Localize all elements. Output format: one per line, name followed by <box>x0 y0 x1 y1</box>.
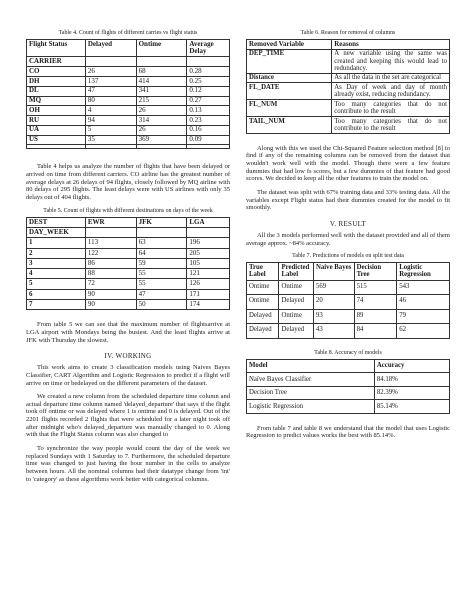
table-cell: Too many categories that do not contribute to the result <box>332 100 450 117</box>
table5-caption: Table 5. Count of flights with different destinations on days of the week <box>43 207 213 214</box>
table5-header-row <box>27 217 230 227</box>
table7-header: Naive Bayes <box>313 263 354 280</box>
table-row <box>27 299 230 309</box>
table-cell: As Day of week and day of month already exist, reducing redundancy. <box>332 83 450 100</box>
table-cell: 171 <box>187 289 230 299</box>
table5-header: EWR <box>85 217 136 227</box>
table-cell: 6 <box>27 289 86 299</box>
table7-header-row <box>247 263 450 280</box>
table-row <box>27 289 230 299</box>
table-cell: 20 <box>313 295 354 310</box>
table-cell: 196 <box>187 238 230 248</box>
table4 <box>26 39 230 149</box>
table-cell: 2 <box>27 248 86 258</box>
paragraph-result: All the 3 models performed well with the dataset provided and all of them average approx. ~84% accuracy. <box>246 231 450 247</box>
table-cell: 105 <box>187 258 230 268</box>
paragraph-table5-analysis: From table 5 we can see that the maximum number of flightsarrive at LGA airport with Mondays being the busiest. And the least flights arrive at JFK with Thursday the slowest. <box>26 321 230 344</box>
table-cell: 121 <box>187 269 230 279</box>
table-cell: 63 <box>136 238 187 248</box>
table-cell: 205 <box>187 248 230 258</box>
table-cell: 4 <box>85 106 136 116</box>
table-cell: 0.23 <box>187 116 230 126</box>
table-cell: 0.09 <box>187 135 230 145</box>
table-cell: 55 <box>136 269 187 279</box>
table4-group-label: CARRIER <box>27 57 86 67</box>
table-cell: 43 <box>313 324 354 339</box>
section-heading-working: IV. WORKING <box>104 352 152 361</box>
table-cell: US <box>27 135 86 145</box>
table-cell: Delayed <box>247 324 279 339</box>
table4-header-row <box>27 40 230 57</box>
table-cell: 5 <box>85 125 136 135</box>
table-cell: FL_DATE <box>247 83 332 100</box>
table-cell: 0.16 <box>187 125 230 135</box>
table-cell <box>187 227 230 237</box>
table7-caption: Table 7. Predictions of models on split test data <box>292 253 404 260</box>
table6-header: Reasons <box>332 40 450 50</box>
table-cell <box>187 145 230 149</box>
table-cell <box>136 145 187 149</box>
table4-caption: Table 4. Count of flights of different carries vs flight status <box>58 30 198 36</box>
table-cell: CO <box>27 67 86 77</box>
table-cell: 137 <box>85 76 136 86</box>
table-cell: 68 <box>136 67 187 77</box>
table4-group-row <box>27 57 230 67</box>
table-cell: 515 <box>354 280 397 295</box>
table6-caption: Table 6. Reason for removal of columns <box>300 30 396 36</box>
table-cell: 88 <box>85 269 136 279</box>
table-cell: 26 <box>85 67 136 77</box>
table-cell: 215 <box>136 96 187 106</box>
table-cell: 26 <box>136 106 187 116</box>
table-row <box>247 295 450 310</box>
table-cell: UA <box>27 125 86 135</box>
table-cell: 569 <box>313 280 354 295</box>
table-cell: 122 <box>85 248 136 258</box>
table-cell: OH <box>27 106 86 116</box>
table-row <box>247 324 450 339</box>
table-cell: 90 <box>85 289 136 299</box>
table-cell: 0.27 <box>187 96 230 106</box>
table8-caption: Table 8. Accuracy of models <box>314 349 382 356</box>
table5-header: JFK <box>136 217 187 227</box>
table-cell: 47 <box>136 289 187 299</box>
table-cell: Distance <box>247 73 332 82</box>
table5-group-row <box>27 227 230 237</box>
paragraph-working-intro: This work aims to create 3 classification models using Naives Bayes Classifier, CART Algorithm and Logistic Regression to predict if a flight will arrive on time or bedelayed on the different parameters of the dataset. <box>26 364 230 387</box>
table4-header: Flight Status <box>27 40 86 57</box>
table-cell: 1 <box>27 238 86 248</box>
table-cell: 94 <box>85 116 136 126</box>
table6-header: Removed Variable <box>247 40 332 50</box>
paragraph-feature-selection: Along with this we used the Chi-Squared Feature selection method [8] to find if any of the remaining columns can be removed from the dataset that wouldn't work well with the model. Though there were a few feature dummies that had low fs scores, but a few dummies of that feature had good scores. We decided to keep all the other features to train the model on. <box>246 144 450 183</box>
section-heading-result: V. RESULT <box>329 219 367 228</box>
table-cell: 314 <box>136 116 187 126</box>
table-cell: MQ <box>27 96 86 106</box>
table-cell: DH <box>27 76 86 86</box>
table-cell: 84.18% <box>374 373 449 387</box>
table-row <box>247 73 450 82</box>
table-row <box>247 83 450 100</box>
table-cell <box>136 227 187 237</box>
table-row <box>247 309 450 324</box>
left-column <box>26 30 230 483</box>
table-cell: 79 <box>397 309 450 324</box>
table5-header: LGA <box>187 217 230 227</box>
table-cell: Delayed <box>279 295 314 310</box>
table-cell: A new variable using the same was created and keeping this would lead to redundancy. <box>332 49 450 73</box>
table-cell: 82.39% <box>374 386 449 400</box>
table-row <box>27 106 230 116</box>
table-cell: 74 <box>354 295 397 310</box>
table-cell: FL_NUM <box>247 100 332 117</box>
table-cell: 414 <box>136 76 187 86</box>
table-cell: 113 <box>85 238 136 248</box>
table-cell: 80 <box>85 96 136 106</box>
table-cell: 50 <box>136 299 187 309</box>
table-cell: Decision Tree <box>247 386 375 400</box>
table-cell <box>85 57 136 67</box>
table-cell: 62 <box>397 324 450 339</box>
table-cell: 4 <box>27 269 86 279</box>
table-cell: 90 <box>85 299 136 309</box>
table-cell: DL <box>27 86 86 96</box>
table4-header: Ontime <box>136 40 187 57</box>
table5-group-label: DAY_WEEK <box>27 227 86 237</box>
table-cell: 35 <box>85 135 136 145</box>
table-cell: TAIL_NUM <box>247 116 332 133</box>
table-cell <box>136 57 187 67</box>
table-cell: 369 <box>136 135 187 145</box>
table-cell: Ontime <box>279 309 314 324</box>
table-cell <box>27 145 86 149</box>
paragraph-data-split: The dataset was split with 67% training data and 33% testing data. All the variables except Flight status had their dummies created for the model to fit smoothly. <box>246 188 450 212</box>
table-cell: 126 <box>187 279 230 289</box>
table-cell: 0.13 <box>187 106 230 116</box>
table-cell: Naïve Bayes Classifier <box>247 373 375 387</box>
table-row <box>27 145 230 149</box>
table4-header: Average Delay <box>187 40 230 57</box>
table-cell: 86 <box>85 258 136 268</box>
table-cell: Ontime <box>279 280 314 295</box>
table-cell: 59 <box>136 258 187 268</box>
paragraph-working-encoding: To synchronize the way people would count the day of the week we replaced Sundays with 1 Saturday to 7. Furthermore, the scheduled departure time was changed to just having the hour number in the cells to analyze between hours. All the nominal columns had their datatype change from 'int' to 'category' as these algorithms work better with categorical columns. <box>26 445 230 483</box>
table-row <box>247 373 450 387</box>
table7-header: Predicted Label <box>279 263 314 280</box>
table4-header: Delayed <box>85 40 136 57</box>
table-cell: 174 <box>187 299 230 309</box>
table-row <box>27 269 230 279</box>
table-cell: 84 <box>354 324 397 339</box>
table-cell: 0.28 <box>187 67 230 77</box>
table7-header: Logistic Regression <box>397 263 450 280</box>
table-cell: 341 <box>136 86 187 96</box>
table-row <box>247 280 450 295</box>
table-row <box>247 100 450 117</box>
table-cell: 72 <box>85 279 136 289</box>
table8-header: Accuracy <box>374 359 449 373</box>
table6-header-row <box>247 40 450 50</box>
table-row <box>247 386 450 400</box>
table-row <box>27 279 230 289</box>
table-row <box>27 116 230 126</box>
table-cell: RU <box>27 116 86 126</box>
table-row <box>247 49 450 73</box>
table8-header-row <box>247 359 450 373</box>
table7-header: Decision Tree <box>354 263 397 280</box>
table7 <box>246 262 450 338</box>
table-row <box>247 400 450 414</box>
table-cell: Ontime <box>247 295 279 310</box>
table6 <box>246 39 450 134</box>
table-row <box>27 76 230 86</box>
table-cell: 85.14% <box>374 400 449 414</box>
table-row <box>247 116 450 133</box>
table-cell: 5 <box>27 279 86 289</box>
table-cell: 89 <box>354 309 397 324</box>
table-cell: 3 <box>27 258 86 268</box>
table-cell: 46 <box>397 295 450 310</box>
table7-header: True Label <box>247 263 279 280</box>
paragraph-working-columns: We created a new column from the scheduled departure time column and actual departure time column named 'delayed_departure' that says if the flight took off ontime or was delayed where 1 is ontime and 0 is delayed. Out of the 2201 flights recorded 2 flights that were scheduled for a later night took off after midnight who's delayed_departure was manually changed to 0. Along with that the Flight Status column was also changed to <box>26 393 230 439</box>
table-cell: 0.25 <box>187 76 230 86</box>
table8-header: Model <box>247 359 375 373</box>
table-cell: 0.12 <box>187 86 230 96</box>
table-cell: 26 <box>136 125 187 135</box>
table5-header: DEST <box>27 217 86 227</box>
table-row <box>27 125 230 135</box>
table-cell: 7 <box>27 299 86 309</box>
table-cell: Too many categories that do not contribute to the result <box>332 116 450 133</box>
table-cell: Ontime <box>247 280 279 295</box>
table-row <box>27 96 230 106</box>
table8 <box>246 359 450 414</box>
table-cell: Delayed <box>247 309 279 324</box>
table-cell: 543 <box>397 280 450 295</box>
table-row <box>27 135 230 145</box>
table-cell <box>187 57 230 67</box>
table-row <box>27 86 230 96</box>
table-cell: 55 <box>136 279 187 289</box>
table-cell: 47 <box>85 86 136 96</box>
table-cell: 64 <box>136 248 187 258</box>
table-cell <box>85 145 136 149</box>
table-cell: Logistic Regression <box>247 400 375 414</box>
paragraph-table4-analysis: Table 4 helps us analyze the number of flights that have been delayed or arrived on time from different carriers. CO airline has the greatest number of average delays at 26 delays of 94 flights, closely followed by MQ airline with 80 delays of 295 flights. The least delays were with US airlines with only 35 delays out of 404 flights. <box>26 163 230 202</box>
table-cell: DEP_TIME <box>247 49 332 73</box>
table-cell: As all the data in the set are categorical <box>332 73 450 82</box>
table-row <box>27 258 230 268</box>
table-row <box>27 248 230 258</box>
table-cell: 93 <box>313 309 354 324</box>
table-row <box>27 67 230 77</box>
table-cell: Delayed <box>279 324 314 339</box>
right-column <box>246 30 450 440</box>
table5 <box>26 217 230 311</box>
paragraph-conclusion: From table 7 and table 8 we understand that the model that uses Logistic Regression to predict values works the best with 85.14%. <box>246 424 450 440</box>
table-cell <box>85 227 136 237</box>
table-row <box>27 238 230 248</box>
